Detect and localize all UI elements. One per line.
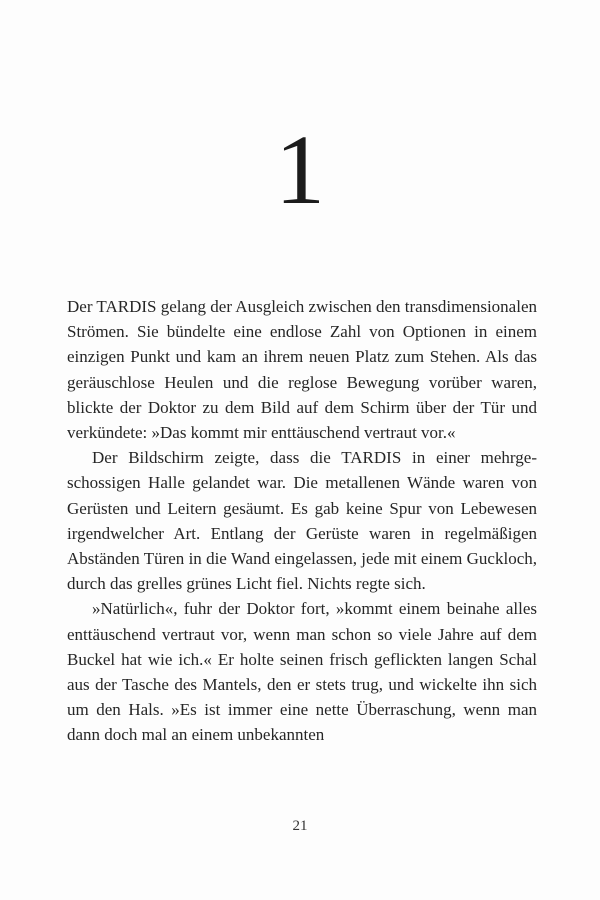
- body-paragraph: »Natürlich«, fuhr der Doktor fort, »kommt einem beinahe alles enttäuschend vertraut vor, wenn man schon so viele Jahre auf dem Buckel hat wie ich.« Er holte seinen frisch geflickten langen Schal aus der Tasche des Mantels, den er stets trug, und wickelte ihn sich um den Hals. »Es ist immer eine nette Überraschung, wenn man dann doch mal an einem unbekannten: [67, 599, 537, 745]
- page-number: 21: [292, 818, 308, 834]
- chapter-number: 1: [275, 114, 325, 225]
- body-paragraph: Der Bildschirm zeigte, dass die TARDIS in einer mehrgeschossigen Halle gelandet war. Die metallenen Wände waren von Gerüsten und Leitern gesäumt. Es gab keine Spur von Lebewesen irgendwelcher Art. Entlang der Gerüste waren in regelmäßigen Abständen Türen in die Wand eingelassen, jede mit einem Guckloch, durch das grelles grünes Licht fiel. Nichts regte sich.: [67, 448, 537, 594]
- body-text-block: [67, 294, 537, 748]
- body-paragraph: Der TARDIS gelang der Ausgleich zwischen den transdimensionalen Strömen. Sie bündelte eine endlose Zahl von Optionen in einem einzigen Punkt und kam an ihrem neuen Platz zum Stehen. Als das geräuschlose Heulen und die reglose Bewegung vorüber waren, blickte der Doktor zu dem Bild auf dem Schirm über der Tür und verkündete: »Das kommt mir enttäuschend vertraut vor.«: [67, 297, 537, 443]
